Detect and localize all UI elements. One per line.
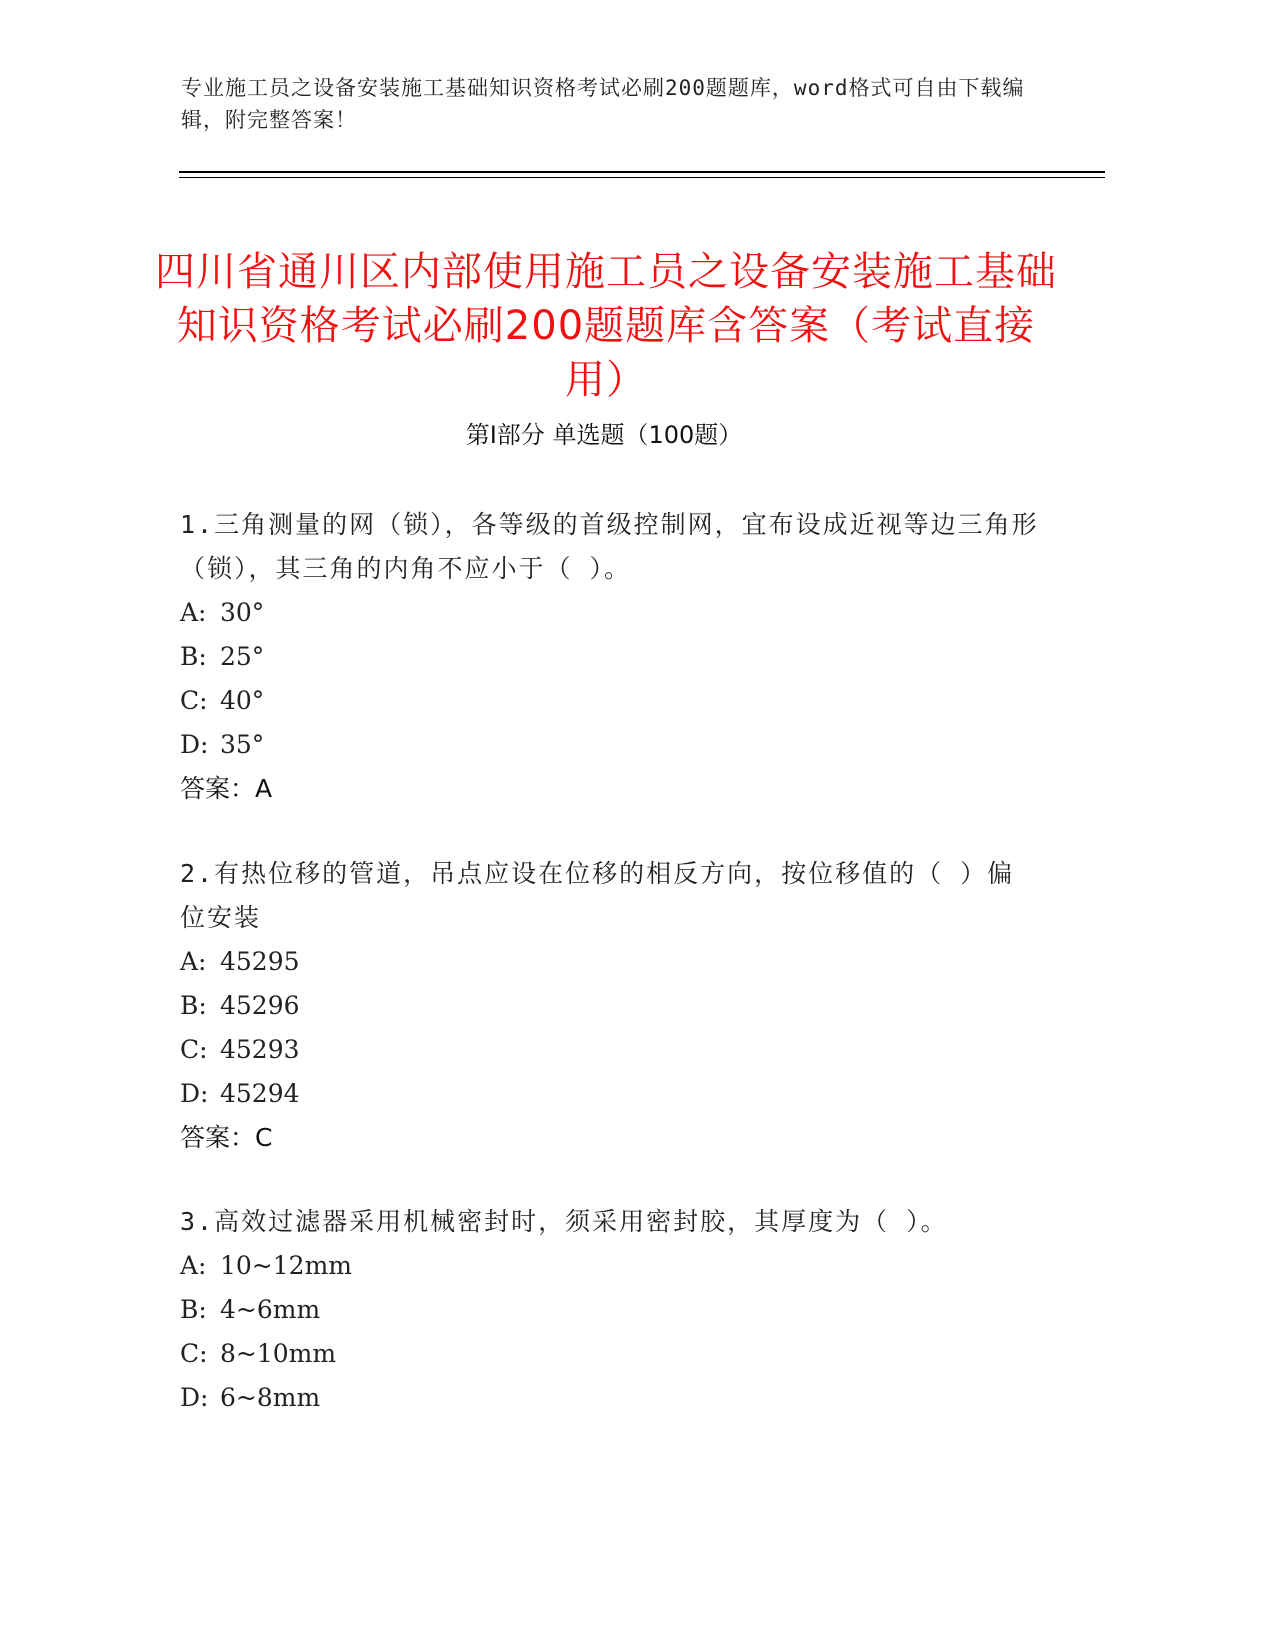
question-answer: 答案：C — [180, 1123, 273, 1152]
option-key: D: — [180, 730, 209, 759]
option-value: 45296 — [220, 991, 300, 1020]
question-option — [180, 1028, 1040, 1072]
option-key: D: — [180, 1383, 209, 1412]
header-divider-thin — [179, 177, 1105, 178]
question-text: 3.高效过滤器采用机械密封时，须采用密封胶，其厚度为（ ）。 — [180, 1207, 948, 1236]
question-item — [180, 503, 1040, 811]
question-text: 2.有热位移的管道，吊点应设在位移的相反方向，按位移值的（ ）偏位安装 — [180, 859, 1015, 932]
option-value: 40° — [220, 686, 265, 715]
option-key: B: — [180, 991, 207, 1020]
option-key: D: — [180, 1079, 209, 1108]
question-option — [180, 984, 1040, 1028]
option-value: 10~12mm — [220, 1251, 352, 1280]
option-key: C: — [180, 686, 208, 715]
question-option — [180, 1288, 1040, 1332]
option-value: 25° — [220, 642, 265, 671]
option-value: 30° — [220, 598, 265, 627]
option-key: C: — [180, 1035, 208, 1064]
question-answer: 答案：A — [180, 774, 273, 803]
option-value: 8~10mm — [220, 1339, 337, 1368]
header-divider-thick — [179, 171, 1105, 173]
option-key: A: — [180, 598, 207, 627]
question-item — [180, 1200, 1040, 1420]
header-note: 专业施工员之设备安装施工基础知识资格考试必刷200题题库，word格式可自由下载编辑，附完整答案！ — [181, 76, 1025, 132]
question-option — [180, 635, 1040, 679]
question-option — [180, 1072, 1040, 1116]
question-option — [180, 1332, 1040, 1376]
question-option — [180, 1244, 1040, 1288]
option-value: 45295 — [220, 947, 300, 976]
option-key: B: — [180, 642, 207, 671]
question-option — [180, 679, 1040, 723]
question-text: 1.三角测量的网（锁），各等级的首级控制网，宜布设成近视等边三角形（锁），其三角的内角不应小于（ ）。 — [180, 510, 1039, 583]
section-title: 第I部分 单选题（100题） — [465, 421, 743, 449]
option-key: C: — [180, 1339, 208, 1368]
document-title: 四川省通川区内部使用施工员之设备安装施工基础知识资格考试必刷200题题库含答案（考试直接用） — [155, 248, 1057, 403]
option-value: 35° — [220, 730, 265, 759]
option-key: B: — [180, 1295, 207, 1324]
option-value: 45294 — [220, 1079, 300, 1108]
option-value: 4~6mm — [220, 1295, 321, 1324]
question-option — [180, 723, 1040, 767]
option-key: A: — [180, 947, 207, 976]
question-item — [180, 852, 1040, 1160]
option-value: 6~8mm — [220, 1383, 321, 1412]
option-value: 45293 — [220, 1035, 300, 1064]
question-option — [180, 940, 1040, 984]
question-option — [180, 1376, 1040, 1420]
question-option — [180, 591, 1040, 635]
option-key: A: — [180, 1251, 207, 1280]
